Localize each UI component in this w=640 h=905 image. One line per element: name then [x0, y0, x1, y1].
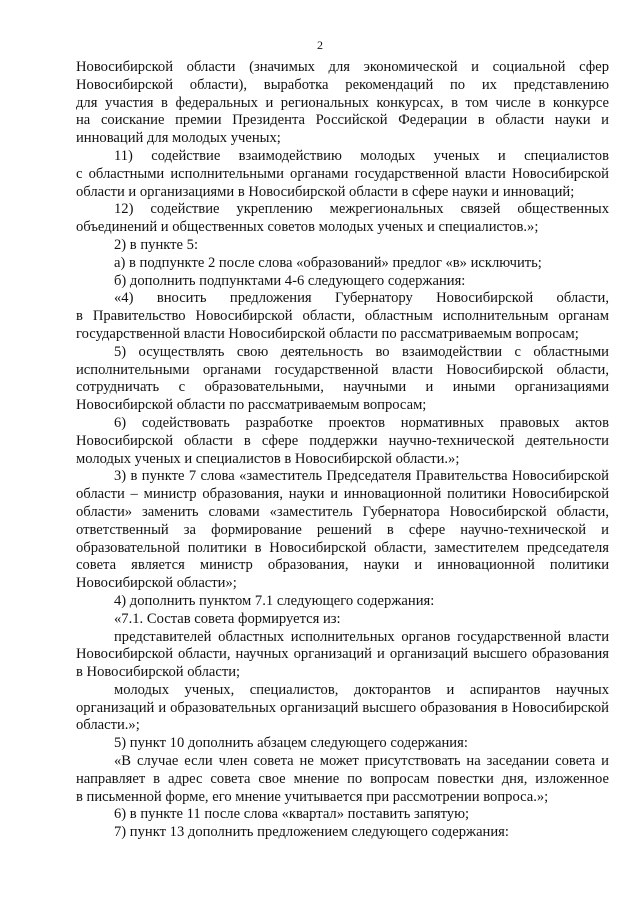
text-line: Новосибирской области в сфере поддержки научно-технической деятельности — [76, 432, 609, 449]
text-line: Новосибирской области (значимых для экономической и социальной сфер — [76, 59, 609, 75]
text-line: в Правительство Новосибирской области, областным исполнительным органам — [76, 308, 609, 325]
text-line: Новосибирской области по рассматриваемым вопросам; — [76, 397, 427, 414]
text-line: 5) осуществлять свою деятельность во взаимодействии с областными — [114, 343, 609, 360]
text-line: исполнительными органами государственной власти Новосибирской области, — [76, 361, 609, 378]
text-line: образовательной политики в Новосибирской области, заместителем председателя — [76, 539, 609, 556]
text-line: в письменной форме, его мнение учитывается при рассмотрении вопроса.»; — [76, 788, 549, 805]
text-line: направляет в адрес совета свое мнение по вопросам повестки дня, изложенное — [76, 770, 609, 787]
text-line: с областными исполнительными органами государственной власти Новосибирской — [76, 165, 609, 182]
text-line: области – министр образования, науки и инновационной политики Новосибирской — [76, 486, 609, 503]
text-line: а) в подпункте 2 после слова «образований» предлог «в» исключить; — [114, 254, 542, 271]
text-line: для участия в федеральных и региональных конкурсах, в том числе в конкурсе — [76, 94, 609, 111]
text-line: «7.1. Состав совета формируется из: — [114, 610, 341, 627]
text-line: области.»; — [76, 717, 140, 734]
text-line: организаций и образовательных организаций высшего образования в Новосибирской — [76, 699, 609, 716]
text-line: 12) содействие укреплению межрегиональных связей общественных — [114, 201, 609, 218]
text-line: 4) дополнить пунктом 7.1 следующего содержания: — [114, 592, 435, 609]
text-line: 11) содействие взаимодействию молодых ученых и специалистов — [114, 147, 609, 164]
page-number: 2 — [317, 38, 323, 52]
document-body — [76, 59, 609, 842]
text-line: «В случае если член совета не может присутствовать на заседании совета и — [114, 753, 609, 770]
text-line: на соискание премии Президента Российской Федерации в области науки и — [76, 112, 609, 129]
text-line: сотрудничать с образовательными, научными и иными организациями — [76, 379, 609, 396]
text-line: молодых ученых и специалистов в Новосибирской области.»; — [76, 450, 460, 467]
text-line: в Новосибирской области; — [76, 664, 241, 681]
text-line: Новосибирской области, научных организаций и организаций высшего образования — [76, 646, 609, 663]
text-line: 7) пункт 13 дополнить предложением следующего содержания: — [114, 824, 509, 841]
text-line: молодых ученых, специалистов, докторантов и аспирантов научных — [114, 681, 609, 698]
text-line: представителей областных исполнительных органов государственной власти — [114, 628, 609, 645]
text-line: совета является министр образования, науки и инновационной политики — [76, 557, 609, 574]
text-line: 6) в пункте 11 после слова «квартал» поставить запятую; — [114, 806, 470, 823]
text-line: «4) вносить предложения Губернатору Новосибирской области, — [114, 290, 609, 307]
text-line: области и организациями в Новосибирской области в сфере науки и инноваций; — [76, 183, 575, 200]
text-line: 3) в пункте 7 слова «заместитель Председателя Правительства Новосибирской — [114, 468, 609, 485]
text-line: 6) содействовать разработке проектов нормативных правовых актов — [114, 414, 609, 431]
text-line: инноваций для молодых ученых; — [76, 130, 281, 147]
text-line: 5) пункт 10 дополнить абзацем следующего содержания: — [114, 735, 468, 752]
text-line: б) дополнить подпунктами 4-6 следующего содержания: — [114, 272, 466, 289]
text-line: ответственный за формирование решений в сфере научно-технической и — [76, 521, 609, 538]
text-line: объединений и общественных советов молодых ученых и специалистов.»; — [76, 219, 539, 236]
text-line: 2) в пункте 5: — [114, 236, 199, 253]
text-line: государственной власти Новосибирской области по рассматриваемым вопросам; — [76, 325, 579, 342]
text-line: Новосибирской области), выработка рекомендаций по их представлению — [76, 76, 609, 93]
text-line: области» заменить словами «заместитель Губернатора Новосибирской области, — [76, 503, 609, 520]
text-line: Новосибирской области»; — [76, 575, 237, 592]
